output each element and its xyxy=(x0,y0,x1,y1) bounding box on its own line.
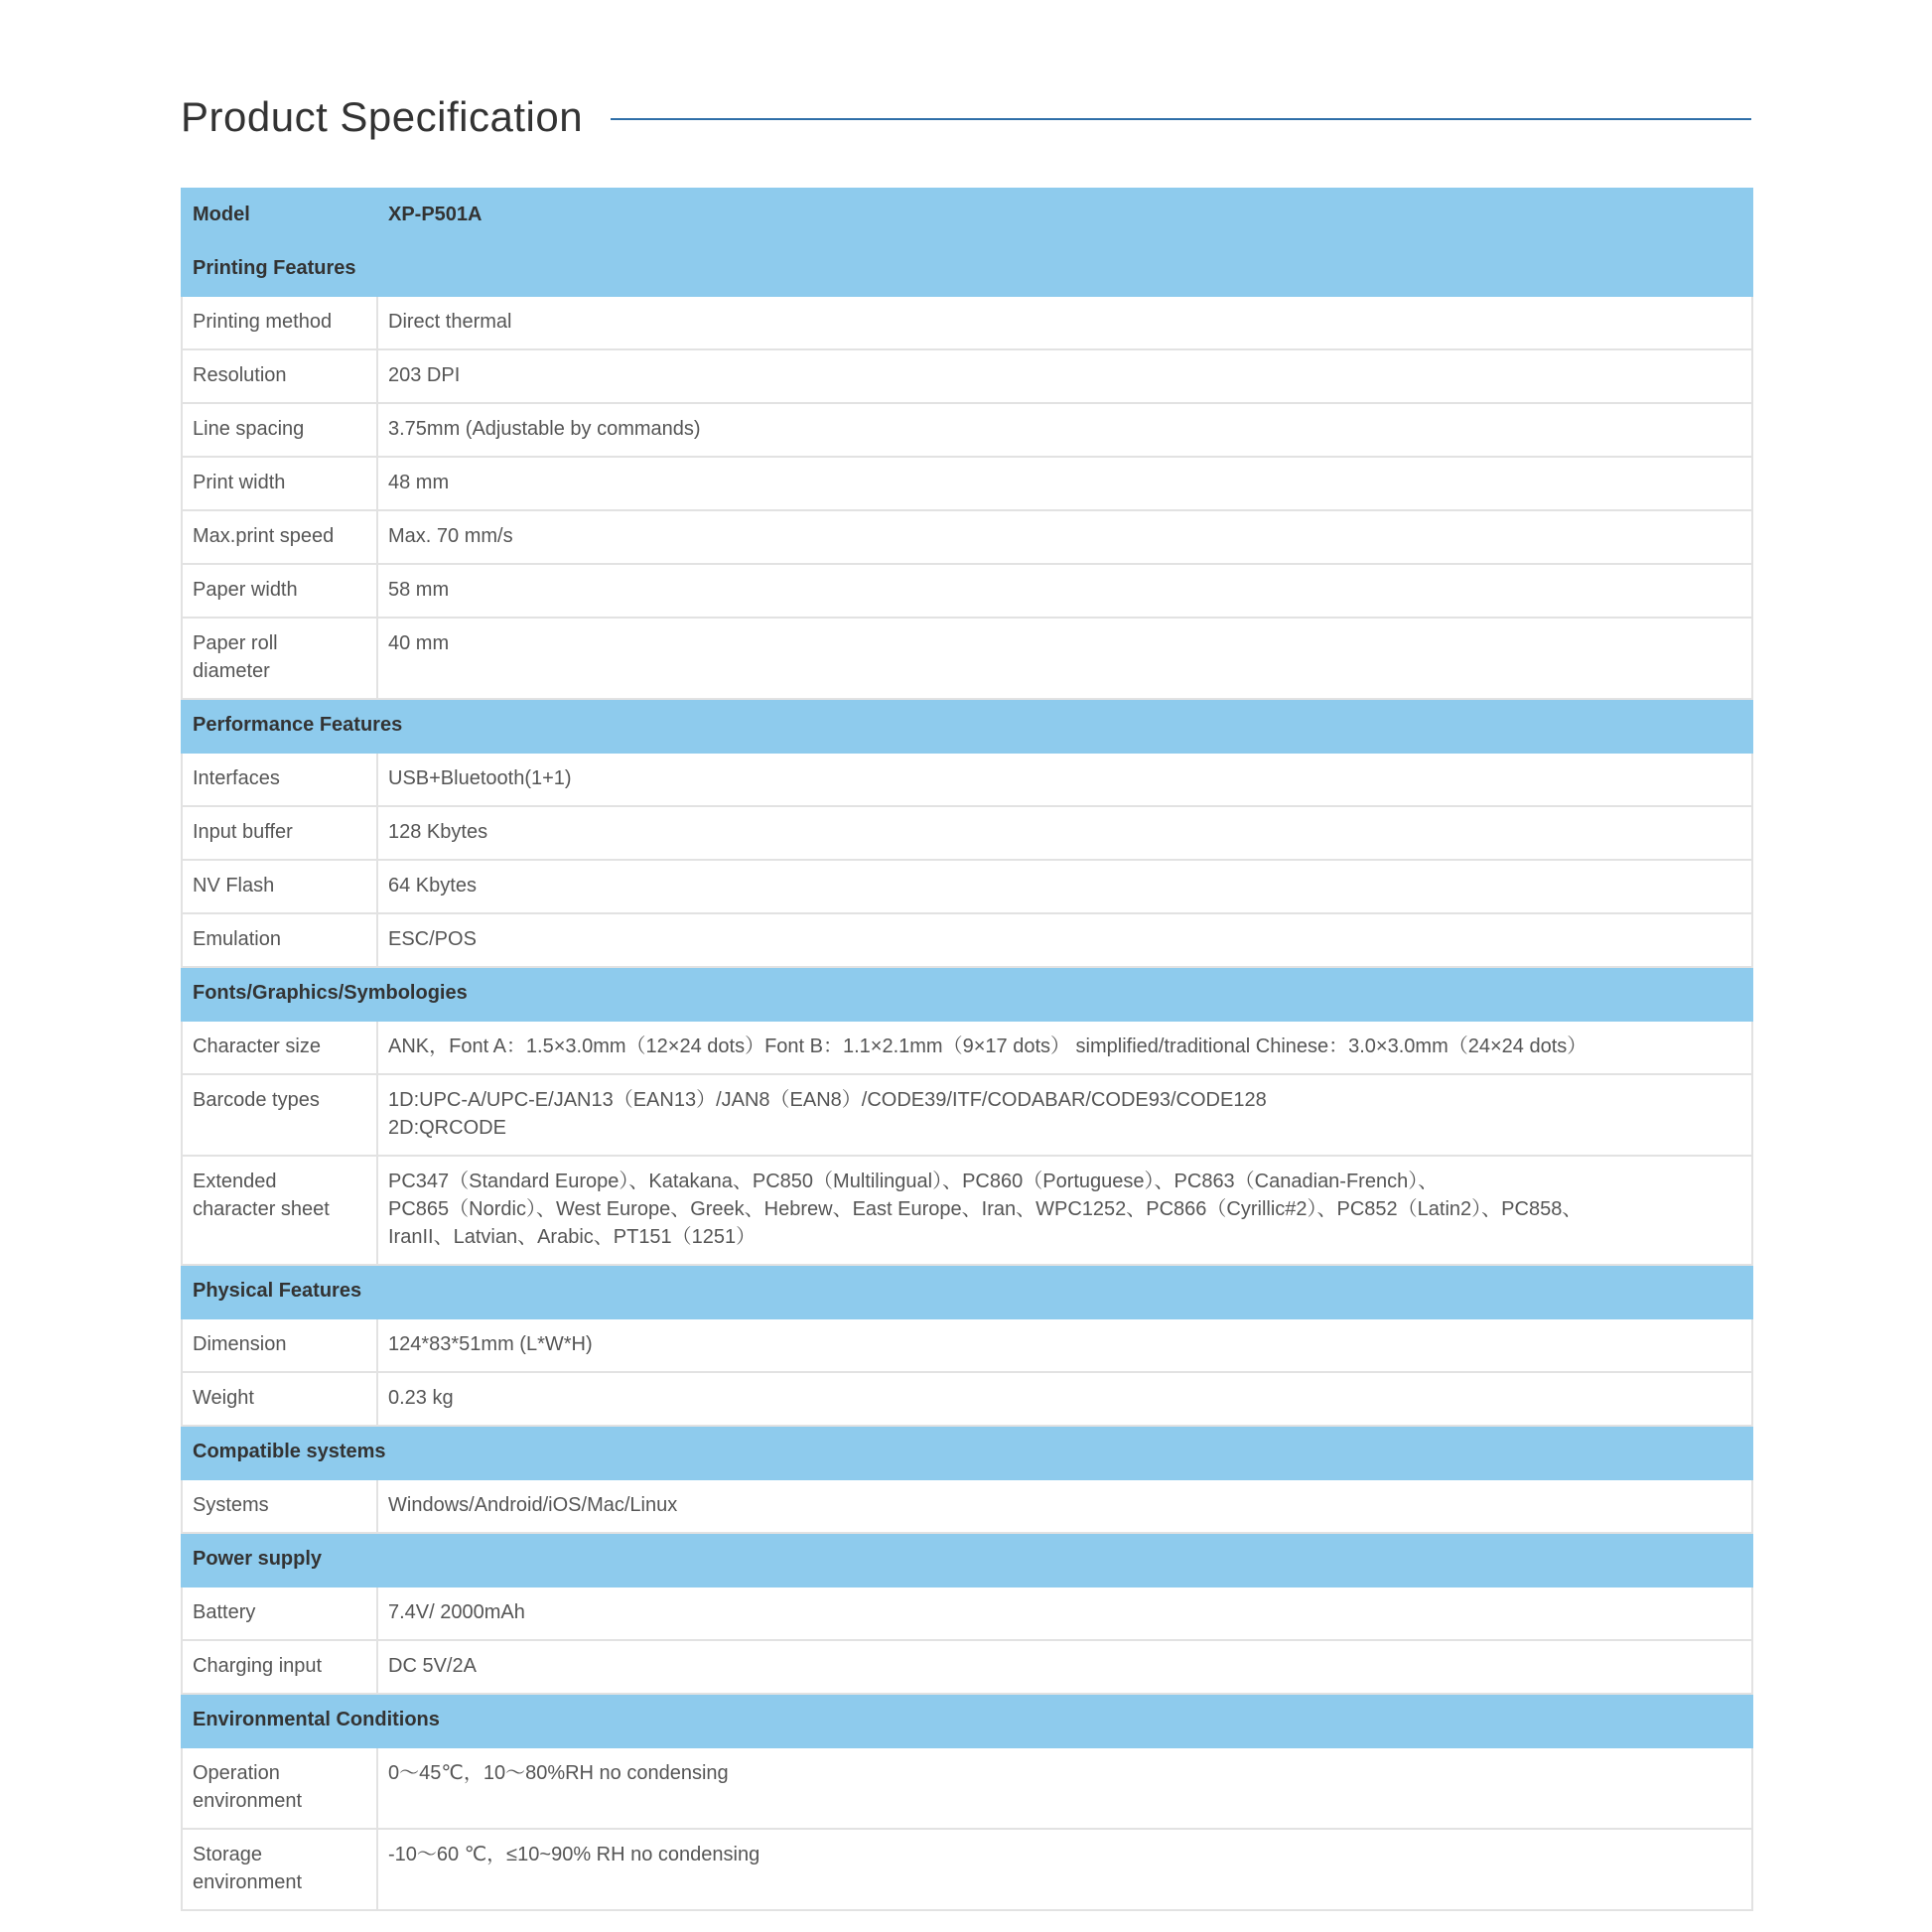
section-header-row xyxy=(182,967,1752,1021)
spec-label: Battery xyxy=(182,1587,377,1640)
spec-row xyxy=(182,860,1752,913)
spec-value: Windows/Android/iOS/Mac/Linux xyxy=(377,1479,1752,1533)
spec-label: Dimension xyxy=(182,1318,377,1372)
spec-label: Operation environment xyxy=(182,1747,377,1829)
spec-row xyxy=(182,1372,1752,1426)
spec-row xyxy=(182,564,1752,618)
spec-row xyxy=(182,349,1752,403)
spec-label: Max.print speed xyxy=(182,510,377,564)
spec-row xyxy=(182,1479,1752,1533)
spec-value: 1D:UPC-A/UPC-E/JAN13（EAN13）/JAN8（EAN8）/CODE39/ITF/CODABAR/CODE93/CODE128 2D:QRCODE xyxy=(377,1074,1752,1156)
section-title: Physical Features xyxy=(182,1265,1752,1318)
spec-value: -10～60 ℃，≤10~90% RH no condensing xyxy=(377,1829,1752,1910)
spec-value: 7.4V/ 2000mAh xyxy=(377,1587,1752,1640)
spec-value: USB+Bluetooth(1+1) xyxy=(377,753,1752,806)
spec-label: Extended character sheet xyxy=(182,1156,377,1265)
spec-value: 0～45℃，10～80%RH no condensing xyxy=(377,1747,1752,1829)
spec-value: 40 mm xyxy=(377,618,1752,699)
spec-label: Systems xyxy=(182,1479,377,1533)
spec-label: Emulation xyxy=(182,913,377,967)
spec-row xyxy=(182,913,1752,967)
spec-value: 64 Kbytes xyxy=(377,860,1752,913)
spec-row xyxy=(182,1829,1752,1910)
spec-label: Character size xyxy=(182,1021,377,1074)
spec-row xyxy=(182,1747,1752,1829)
section-title: Power supply xyxy=(182,1533,1752,1587)
page-title: Product Specification xyxy=(181,93,584,140)
spec-row xyxy=(182,296,1752,349)
spec-row xyxy=(182,806,1752,860)
spec-label: Paper width xyxy=(182,564,377,618)
section-header-row xyxy=(182,1265,1752,1318)
spec-value: 58 mm xyxy=(377,564,1752,618)
spec-value: 128 Kbytes xyxy=(377,806,1752,860)
section-title: Compatible systems xyxy=(182,1426,1752,1479)
spec-value: Direct thermal xyxy=(377,296,1752,349)
spec-row xyxy=(182,753,1752,806)
section-header-row xyxy=(182,1694,1752,1747)
section-header-row xyxy=(182,699,1752,753)
section-title: Fonts/Graphics/Symbologies xyxy=(182,967,1752,1021)
spec-value: DC 5V/2A xyxy=(377,1640,1752,1694)
section-title: Environmental Conditions xyxy=(182,1694,1752,1747)
spec-row xyxy=(182,1587,1752,1640)
spec-label: Line spacing xyxy=(182,403,377,457)
section-title: Printing Features xyxy=(182,242,1752,296)
section-title: Performance Features xyxy=(182,699,1752,753)
spec-value: 48 mm xyxy=(377,457,1752,510)
spec-value: 0.23 kg xyxy=(377,1372,1752,1426)
spec-row xyxy=(182,457,1752,510)
spec-value: 203 DPI xyxy=(377,349,1752,403)
spec-value: ESC/POS xyxy=(377,913,1752,967)
spec-label: Input buffer xyxy=(182,806,377,860)
spec-table-body xyxy=(182,189,1752,1910)
spec-row xyxy=(182,1640,1752,1694)
spec-row xyxy=(182,1156,1752,1265)
spec-row xyxy=(182,618,1752,699)
spec-value: PC347（Standard Europe）、Katakana、PC850（Multilingual）、PC860（Portuguese）、PC863（Canadian-French）、 PC865（Nordic）、West Europe、Greek、Hebrew、East Europe、Iran、WPC1252、PC866（Cyrillic#2）、PC852（Latin2）、PC858、 IranII、Latvian、Arabic、PT151（1251） xyxy=(377,1156,1752,1265)
spec-table xyxy=(181,188,1753,1911)
title-row xyxy=(181,87,1751,147)
spec-row xyxy=(182,403,1752,457)
spec-label: Printing method xyxy=(182,296,377,349)
spec-value: Max. 70 mm/s xyxy=(377,510,1752,564)
spec-row xyxy=(182,510,1752,564)
spec-value: 124*83*51mm (L*W*H) xyxy=(377,1318,1752,1372)
title-divider xyxy=(611,118,1751,120)
model-value: XP-P501A xyxy=(377,189,1752,242)
section-header-row xyxy=(182,1426,1752,1479)
model-row xyxy=(182,189,1752,242)
spec-value: 3.75mm (Adjustable by commands) xyxy=(377,403,1752,457)
spec-row xyxy=(182,1074,1752,1156)
spec-label: Charging input xyxy=(182,1640,377,1694)
spec-label: Weight xyxy=(182,1372,377,1426)
spec-value: ANK，Font A：1.5×3.0mm（12×24 dots）Font B：1.1×2.1mm（9×17 dots） simplified/traditional Chinese：3.0×3.0mm（24×24 dots） xyxy=(377,1021,1752,1074)
spec-label: Print width xyxy=(182,457,377,510)
spec-row xyxy=(182,1318,1752,1372)
model-label: Model xyxy=(182,189,377,242)
section-header-row xyxy=(182,242,1752,296)
spec-label: Interfaces xyxy=(182,753,377,806)
section-header-row xyxy=(182,1533,1752,1587)
spec-label: Paper roll diameter xyxy=(182,618,377,699)
spec-label: Barcode types xyxy=(182,1074,377,1156)
spec-label: Resolution xyxy=(182,349,377,403)
spec-row xyxy=(182,1021,1752,1074)
spec-label: Storage environment xyxy=(182,1829,377,1910)
spec-label: NV Flash xyxy=(182,860,377,913)
